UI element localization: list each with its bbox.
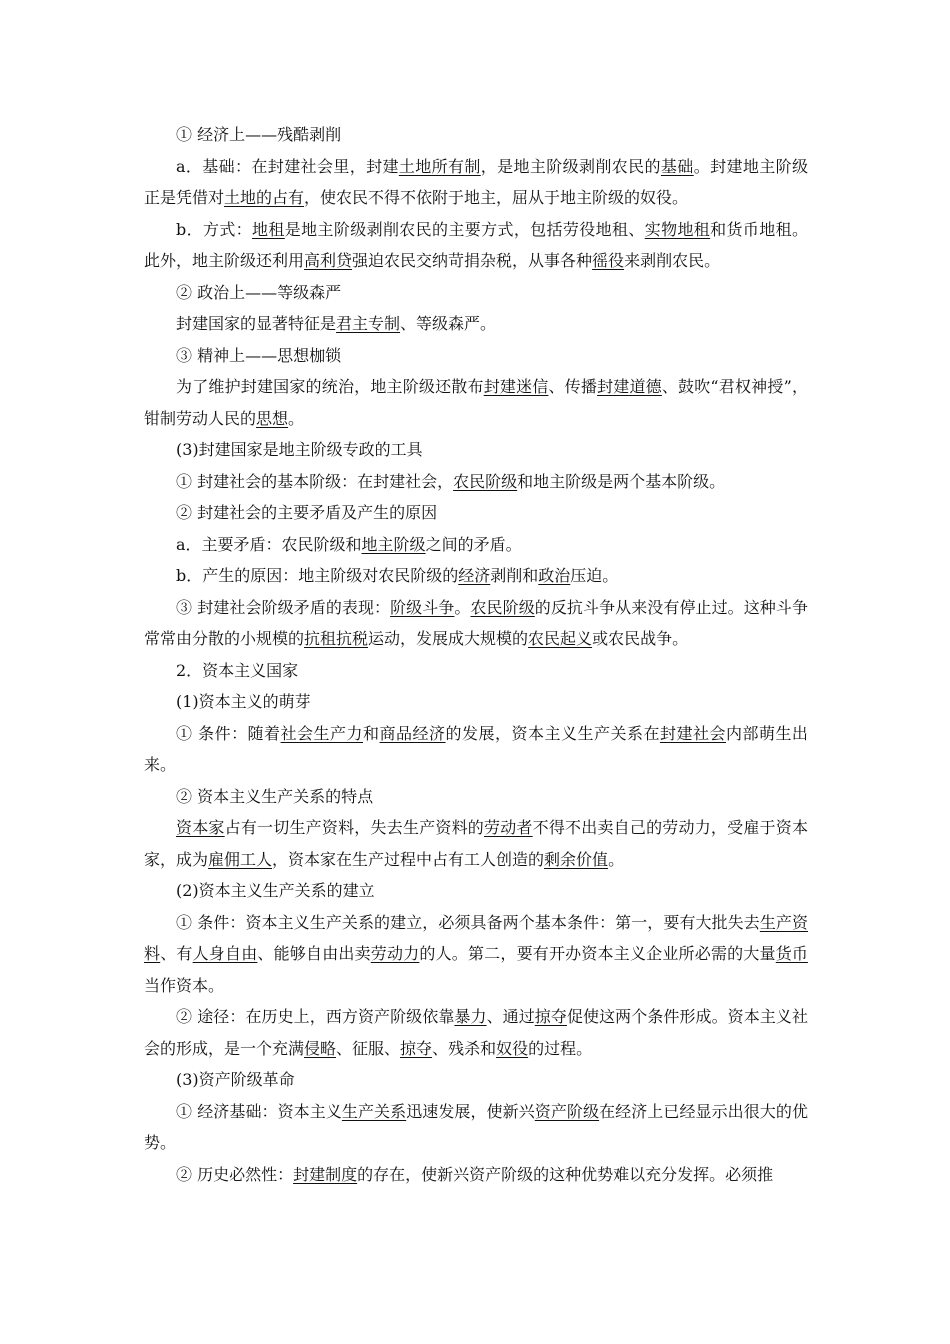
- text-run: 运动，发展成大规模的: [368, 629, 529, 648]
- underlined-term: 劳动者: [483, 818, 533, 837]
- text-run: 封建国家的显著特征是: [176, 314, 337, 333]
- document-body: [144, 119, 808, 1190]
- text-run: 、能够自由出卖: [257, 944, 371, 963]
- underlined-term: 侵略: [304, 1038, 337, 1058]
- text-run: ，是地主阶级剥削农民的: [480, 156, 661, 176]
- underlined-term: 经济: [458, 566, 491, 585]
- text-run: 、等级森严。: [400, 314, 497, 333]
- text-run: 、通过: [486, 1007, 535, 1026]
- text-run: 的人。第二，要有开办资本主义企业所必需的大量: [419, 944, 776, 963]
- underlined-term: 农民起义: [528, 629, 593, 648]
- underlined-term: 阶级斗争: [390, 597, 455, 617]
- underlined-term: 封建迷信: [483, 377, 549, 396]
- paragraph: [144, 151, 808, 214]
- underlined-term: 资产阶级: [534, 1101, 600, 1121]
- paragraph: [144, 434, 808, 466]
- text-run: ② 资本主义生产关系的特点: [176, 786, 374, 806]
- underlined-term: 地主阶级: [361, 534, 426, 554]
- paragraph: [144, 371, 808, 434]
- text-run: 、传播: [548, 377, 598, 396]
- text-run: 或农民战争。: [592, 629, 689, 648]
- paragraph: [144, 686, 808, 718]
- text-run: 是地主阶级剥削农民的主要方式，包括劳役地租、: [284, 219, 645, 239]
- text-run: ① 条件：随着: [176, 723, 281, 743]
- underlined-term: 社会生产力: [280, 723, 364, 743]
- paragraph: [144, 497, 808, 529]
- text-run: ③ 精神上——思想枷锁: [176, 345, 342, 365]
- text-run: 剥削和: [490, 566, 539, 585]
- text-run: ② 历史必然性：: [176, 1164, 294, 1184]
- text-run: (3)资产阶级革命: [176, 1070, 295, 1089]
- underlined-term: 暴力: [454, 1007, 487, 1026]
- text-run: ，资本家在生产过程中占有工人创造的: [272, 849, 545, 869]
- text-run: ① 经济基础：资本主义: [176, 1101, 342, 1121]
- text-run: ③ 封建社会阶级矛盾的表现：: [176, 597, 391, 617]
- text-run: (1)资本主义的萌芽: [176, 692, 311, 711]
- text-run: 迅速发展，使新兴: [406, 1101, 535, 1121]
- text-run: 2．资本主义国家: [176, 660, 299, 680]
- underlined-term: 实物地租: [644, 219, 711, 239]
- underlined-term: 奴役: [496, 1038, 529, 1058]
- underlined-term: 抗租抗税: [304, 629, 369, 648]
- paragraph: [144, 340, 808, 372]
- paragraph: [144, 529, 808, 561]
- underlined-term: 地租: [252, 219, 285, 239]
- underlined-term: 剩余价值: [544, 849, 609, 869]
- underlined-term: 劳动力: [370, 944, 420, 963]
- text-run: 、征服、: [336, 1038, 401, 1058]
- text-run: a．基础：在封建社会里，封建: [176, 156, 399, 176]
- text-run: 当作资本。: [144, 975, 225, 995]
- paragraph: [144, 592, 808, 655]
- text-run: (3)封建国家是地主阶级专政的工具: [176, 440, 423, 459]
- text-run: 。: [288, 408, 305, 428]
- paragraph: [144, 781, 808, 813]
- underlined-term: 生产资料: [144, 912, 808, 963]
- text-run: 的过程。: [528, 1038, 593, 1058]
- underlined-term: 农民阶级: [470, 597, 535, 617]
- paragraph: [144, 560, 808, 592]
- underlined-term: 君主专制: [336, 314, 401, 333]
- underlined-term: 基础: [660, 156, 694, 176]
- text-run: 、鼓吹“君权神授”，钳制劳动人民的: [144, 377, 808, 428]
- text-run: 的发展，资本主义生产关系在: [445, 723, 660, 743]
- paragraph: [144, 466, 808, 498]
- paragraph: [144, 214, 808, 277]
- text-run: a．主要矛盾：农民阶级和: [176, 534, 362, 554]
- text-run: 的存在，使新兴资产阶级的这种优势难以充分发挥。必须推: [357, 1164, 774, 1184]
- text-run: ② 封建社会的主要矛盾及产生的原因: [176, 503, 438, 522]
- underlined-term: 徭役: [592, 251, 625, 270]
- text-run: 强迫农民交纳苛捐杂税，从事各种: [352, 251, 593, 270]
- paragraph: [144, 1159, 808, 1191]
- paragraph: [144, 277, 808, 309]
- underlined-term: 封建社会: [659, 723, 726, 743]
- text-run: ① 条件：资本主义生产关系的建立，必须具备两个基本条件：第一，要有大批失去: [176, 912, 760, 932]
- paragraph: [144, 1096, 808, 1159]
- text-run: 、有: [160, 944, 193, 963]
- underlined-term: 生产关系: [341, 1101, 407, 1121]
- text-run: 。: [454, 597, 471, 617]
- underlined-term: 土地的占有: [224, 188, 305, 207]
- text-run: ，使农民不得不依附于地主，屈从于地主阶级的奴役。: [304, 188, 689, 207]
- underlined-term: 土地所有制: [398, 156, 481, 176]
- paragraph: [144, 655, 808, 687]
- underlined-term: 封建制度: [293, 1164, 358, 1184]
- text-run: b．方式：: [176, 219, 253, 239]
- underlined-term: 商品经济: [379, 723, 446, 743]
- text-run: ① 经济上——残酷剥削: [176, 125, 342, 144]
- text-run: 、残杀和: [432, 1038, 497, 1058]
- underlined-term: 高利贷: [304, 251, 353, 270]
- paragraph: [144, 907, 808, 1002]
- text-run: 。: [608, 849, 625, 869]
- text-run: 内部萌生出来。: [144, 723, 808, 774]
- paragraph: [144, 119, 808, 151]
- underlined-term: 掠夺: [534, 1007, 567, 1026]
- paragraph: [144, 1064, 808, 1096]
- text-run: 促使这两个条件形成。资本主义社会的形成，是一个充满: [144, 1007, 808, 1058]
- text-run: 和地主阶级是两个基本阶级。: [517, 471, 726, 491]
- text-run: ② 途径：在历史上，西方资产阶级依靠: [176, 1007, 455, 1026]
- paragraph: [144, 812, 808, 875]
- text-run: 和: [363, 723, 380, 743]
- underlined-term: 封建道德: [597, 377, 662, 396]
- paragraph: [144, 875, 808, 907]
- text-run: 来剥削农民。: [624, 251, 721, 270]
- text-run: 在经济上已经显示出很大的优势。: [144, 1101, 808, 1152]
- text-run: 占有一切生产资料，失去生产资料的: [224, 818, 484, 837]
- paragraph: [144, 1001, 808, 1064]
- text-run: ① 封建社会的基本阶级：在封建社会，: [176, 471, 454, 491]
- underlined-term: 资本家: [176, 818, 225, 837]
- text-run: b．产生的原因：地主阶级对农民阶级的: [176, 566, 459, 585]
- text-run: 不得不出卖自己的劳动力，受雇于资本家，成为: [144, 818, 808, 869]
- underlined-term: 思想: [256, 408, 289, 428]
- text-run: ② 政治上——等级森严: [176, 282, 342, 302]
- underlined-term: 政治: [538, 566, 571, 585]
- underlined-term: 人身自由: [192, 944, 258, 963]
- text-run: 压迫。: [570, 566, 619, 585]
- text-run: 的反抗斗争从来没有停止过。这种斗争常常由分散的小规模的: [144, 597, 808, 648]
- underlined-term: 雇佣工人: [208, 849, 273, 869]
- text-run: 。封建地主阶级正是凭借对: [144, 156, 808, 207]
- underlined-term: 货币: [775, 944, 808, 963]
- underlined-term: 掠夺: [400, 1038, 433, 1058]
- paragraph: [144, 718, 808, 781]
- paragraph: [144, 308, 808, 340]
- text-run: 为了维护封建国家的统治，地主阶级还散布: [176, 377, 484, 396]
- text-run: (2)资本主义生产关系的建立: [176, 881, 375, 900]
- underlined-term: 农民阶级: [453, 471, 518, 491]
- text-run: 和货币地租。此外，地主阶级还利用: [144, 219, 808, 270]
- text-run: 之间的矛盾。: [425, 534, 522, 554]
